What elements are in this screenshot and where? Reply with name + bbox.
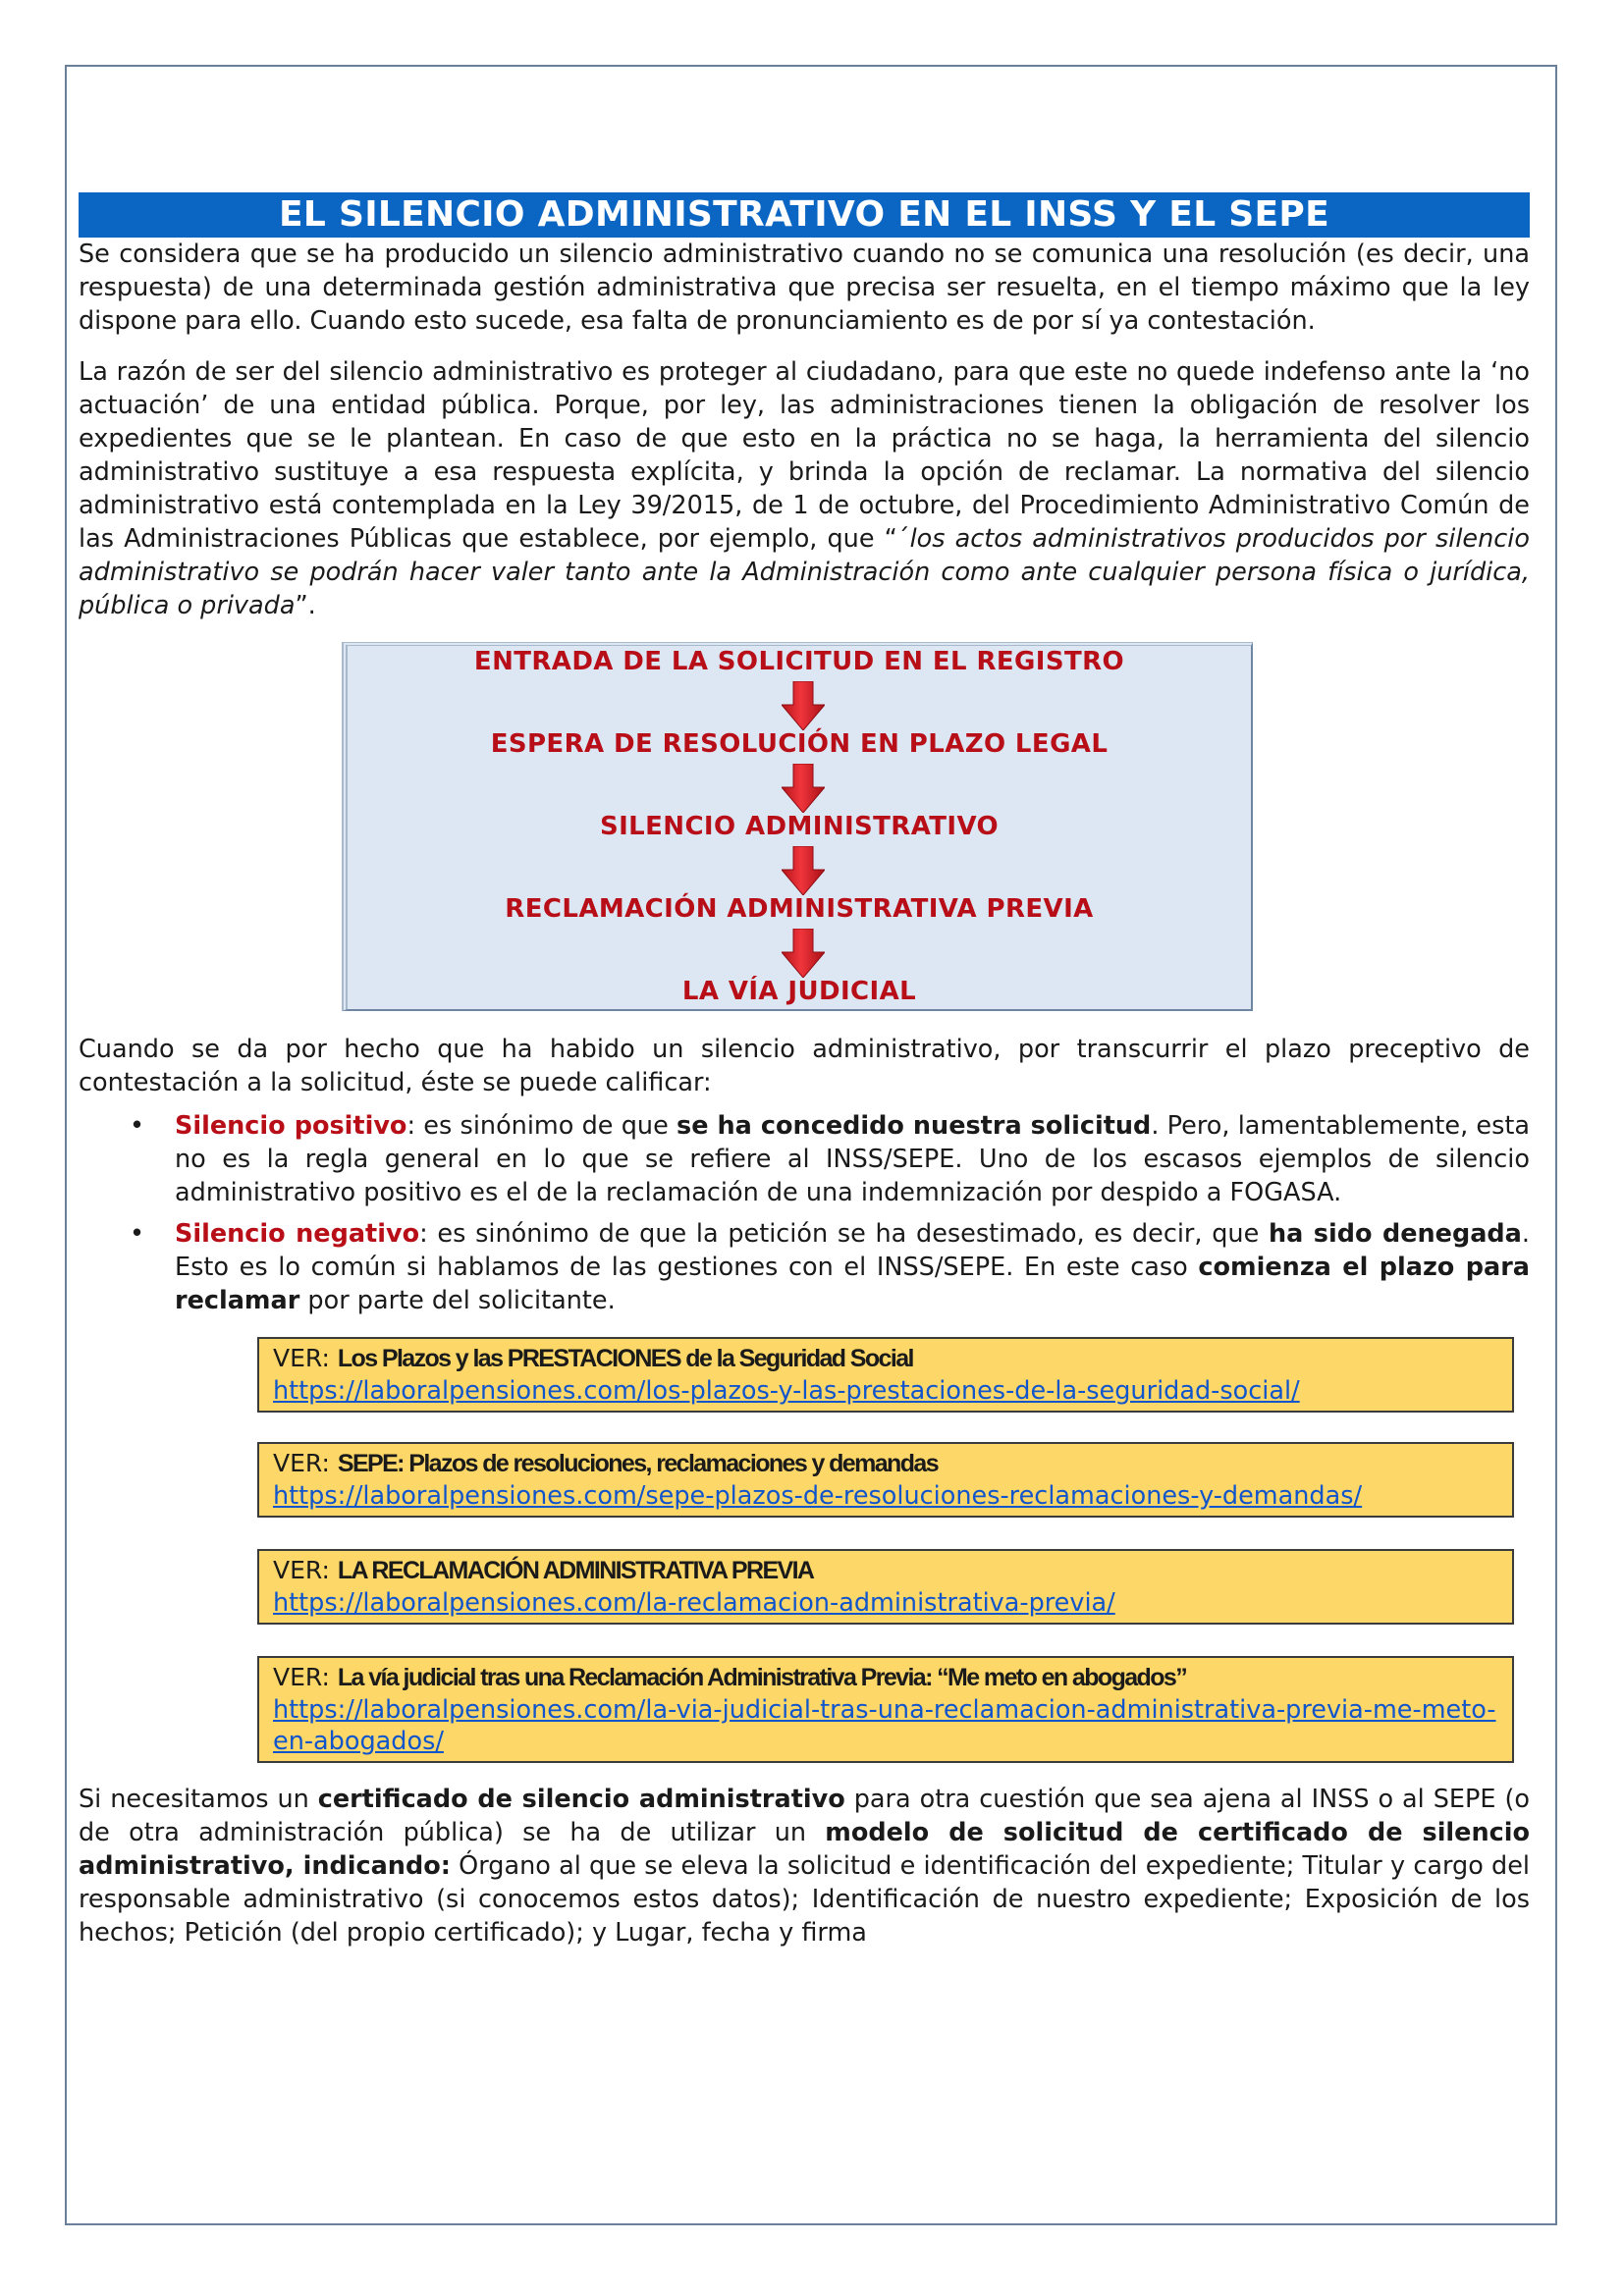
cert-text: Si necesitamos un <box>79 1785 318 1814</box>
silence-types-list <box>79 1109 1530 1317</box>
document-content <box>79 192 1530 1949</box>
cert-bold: certificado de silencio administrativo <box>317 1785 845 1814</box>
document-title: EL SILENCIO ADMINISTRATIVO EN EL INSS Y EL SEPE <box>79 192 1530 238</box>
flow-step-espera: ESPERA DE RESOLUCIÓN EN PLAZO LEGAL <box>490 729 1109 759</box>
cert-text: Órgano al que se eleva la solicitud e identificación del expediente; Titular y cargo del responsable administrativo (si conocemos estos datos); Identificación de nuestro expediente; Exposición de los hechos; Petición (del propio certificado); y Lugar, fecha y firma <box>79 1851 1530 1948</box>
see-also-link[interactable]: https://laboralpensiones.com/la-via-judicial-tras-una-reclamacion-administrativa-previa-me-meto-en-abogados/ <box>273 1695 1496 1756</box>
see-also-box <box>257 1656 1514 1763</box>
bullet-icon: • <box>130 1219 145 1249</box>
list-text: : es sinónimo de que la petición se ha desestimado, es decir, que <box>419 1219 1269 1249</box>
see-also-prefix: VER: <box>273 1449 338 1477</box>
list-text: . Pero, lamentablemente, esta no es la regla general en lo que se refiere al INSS/SEPE. Uno de los escasos ejemplos de silencio administrativo positivo es el de la reclamación de una indemnización por despido a FOGASA. <box>175 1111 1531 1207</box>
see-also-box <box>257 1549 1514 1625</box>
see-also-title: SEPE: Plazos de resoluciones, reclamaciones y demandas <box>337 1450 938 1477</box>
down-arrow-icon <box>782 681 825 730</box>
see-also-title: Los Plazos y las PRESTACIONES de la Seguridad Social <box>337 1345 913 1372</box>
flow-step-registro: ENTRADA DE LA SOLICITUD EN EL REGISTRO <box>473 647 1125 676</box>
reason-text: La razón de ser del silencio administrativo es proteger al ciudadano, para que este no quede indefenso ante la ‘no actuación’ de una entidad pública. Porque, por ley, las administraciones tienen la obligación de resolver los expedientes que se le plantean. En caso de que esto en la práctica no se haga, la herramienta del silencio administrativo sustituye a esa respuesta explícita, y brinda la opción de reclamar. La normativa del silencio administrativo está contemplada en la Ley 39/2015, de 1 de octubre, del Procedimiento Administrativo Común de las Administraciones Públicas que establece, por ejemplo, que “´ <box>79 357 1530 554</box>
certificate-paragraph <box>79 1783 1530 1949</box>
see-also-link[interactable]: https://laboralpensiones.com/la-reclamacion-administrativa-previa/ <box>273 1588 1115 1618</box>
term-negative: Silencio negativo <box>175 1219 420 1249</box>
down-arrow-icon <box>782 846 825 895</box>
see-also-box <box>257 1442 1514 1518</box>
see-also-title: La vía judicial tras una Reclamación Administrativa Previa: “Me meto en abogados” <box>337 1664 1187 1691</box>
procedure-flowchart <box>342 642 1253 1011</box>
list-bold: se ha concedido nuestra solicitud <box>677 1111 1152 1141</box>
down-arrow-icon <box>782 929 825 978</box>
classify-paragraph: Cuando se da por hecho que ha habido un silencio administrativo, por transcurrir el plazo preceptivo de contestación a la solicitud, éste se puede calificar: <box>79 1035 1530 1097</box>
list-item <box>130 1109 1531 1209</box>
bullet-icon: • <box>130 1111 145 1141</box>
list-text: : es sinónimo de que <box>406 1111 677 1141</box>
see-also-prefix: VER: <box>273 1344 338 1372</box>
flow-step-silencio: SILENCIO ADMINISTRATIVO <box>599 812 1000 841</box>
list-text: por parte del solicitante. <box>299 1286 616 1315</box>
list-text: . Esto es lo común si hablamos de las gestiones con el INSS/SEPE. En este caso <box>175 1219 1530 1282</box>
reason-end: ”. <box>295 591 316 620</box>
see-also-link[interactable]: https://laboralpensiones.com/los-plazos-y-las-prestaciones-de-la-seguridad-social/ <box>273 1376 1300 1406</box>
list-item <box>130 1217 1530 1317</box>
see-also-box <box>257 1337 1514 1413</box>
list-bold: ha sido denegada <box>1268 1219 1522 1249</box>
see-also-link[interactable]: https://laboralpensiones.com/sepe-plazos-de-resoluciones-reclamaciones-y-demandas/ <box>273 1481 1363 1511</box>
cert-bold: modelo de solicitud de certificado de silencio administrativo, indicando: <box>79 1818 1530 1881</box>
reason-paragraph <box>79 355 1530 622</box>
see-also-prefix: VER: <box>273 1556 338 1584</box>
law-quote: los actos administrativos producidos por silencio administrativo se podrán hacer valer tanto ante la Administración como ante cualquier persona física o jurídica, pública o privada <box>79 524 1530 620</box>
flow-step-reclamacion: RECLAMACIÓN ADMINISTRATIVA PREVIA <box>505 894 1094 924</box>
down-arrow-icon <box>782 764 825 813</box>
list-bold: comienza el plazo para reclamar <box>175 1253 1530 1315</box>
term-positive: Silencio positivo <box>175 1111 407 1141</box>
cert-text: para otra cuestión que sea ajena al INSS o al SEPE (o de otra administración pública) se ha de utilizar un <box>79 1785 1530 1847</box>
see-also-prefix: VER: <box>273 1663 338 1691</box>
intro-paragraph: Se considera que se ha producido un silencio administrativo cuando no se comunica una resolución (es decir, una respuesta) de una determinada gestión administrativa que precisa ser resuelta, en el tiempo máximo que la ley dispone para ello. Cuando esto sucede, esa falta de pronunciamiento es de por sí ya contestación. <box>79 240 1530 336</box>
flow-step-via-judicial: LA VÍA JUDICIAL <box>681 977 917 1006</box>
see-also-title: LA RECLAMACIÓN ADMINISTRATIVA PREVIA <box>337 1557 814 1584</box>
